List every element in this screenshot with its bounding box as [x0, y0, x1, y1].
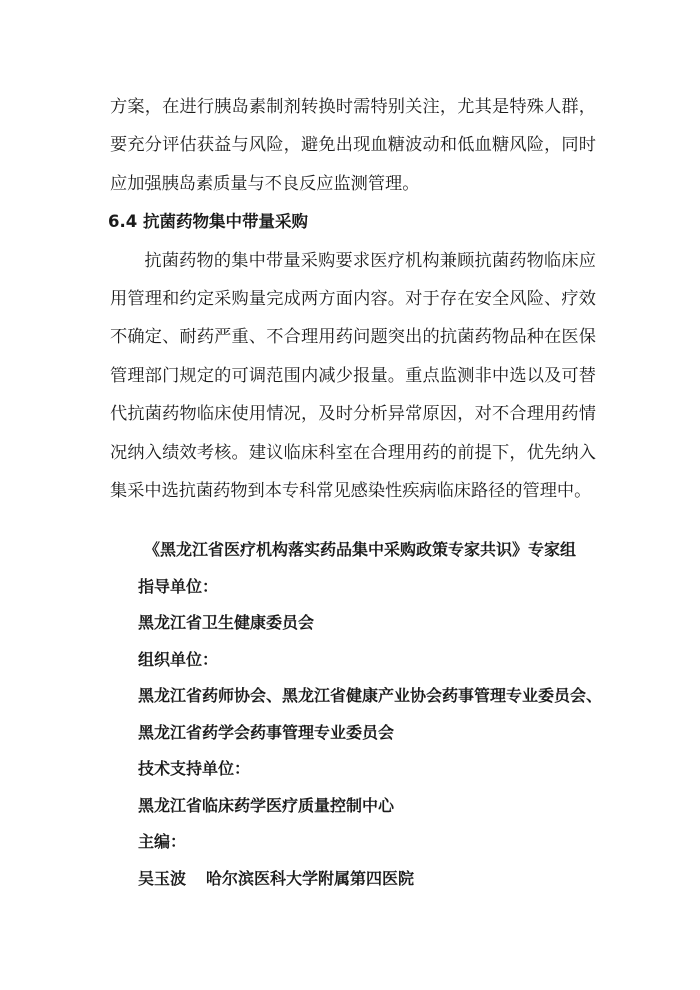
organizer-line-2: 黑龙江省药学会药事管理专业委员会: [138, 722, 395, 742]
editor-label: 主编：: [138, 832, 187, 851]
expert-group-title: 《黑龙江省医疗机构落实药品集中采购政策专家共识》专家组: [144, 540, 577, 559]
body-text: [110, 88, 596, 510]
section-paragraph: 抗菌药物的集中带量采购要求医疗机构兼顾抗菌药物临床应用管理和约定采购量完成两方面内容。对于存在安全风险、疗效不确定、耐药严重、不合理用药问题突出的抗菌药物品种在医保管理部门规定的可调范围内减少报量。重点监测非中选以及可替代抗菌药物临床使用情况，及时分析异常原因，对不合理用药情况纳入绩效考核。建议临床科室在合理用药的前提下，优先纳入集采中选抗菌药物到本专科常见感染性疾病临床路径的管理中。: [110, 250, 596, 502]
tech-support-unit: 黑龙江省临床药学医疗质量控制中心: [138, 795, 395, 815]
expert-group-credits: [138, 532, 658, 897]
section-heading: 6.4 抗菌药物集中带量采购: [108, 212, 308, 232]
guidance-label: 指导单位：: [138, 576, 219, 596]
continuation-paragraph: 方案，在进行胰岛素制剂转换时需特别关注，尤其是特殊人群，要充分评估获益与风险，避免出现血糖波动和低血糖风险，同时应加强胰岛素质量与不良反应监测管理。: [110, 97, 596, 194]
guidance-unit: 黑龙江省卫生健康委员会: [138, 613, 315, 632]
organizer-label: 组织单位：: [138, 649, 219, 669]
organizer-line-1: 黑龙江省药师协会、黑龙江省健康产业协会药事管理专业委员会、: [138, 686, 603, 705]
editor-name: 吴玉波: [138, 868, 187, 888]
editor-affiliation: 哈尔滨医科大学附属第四医院: [206, 868, 415, 888]
editor-entry: [138, 861, 658, 898]
tech-support-label: 技术支持单位：: [138, 759, 251, 778]
